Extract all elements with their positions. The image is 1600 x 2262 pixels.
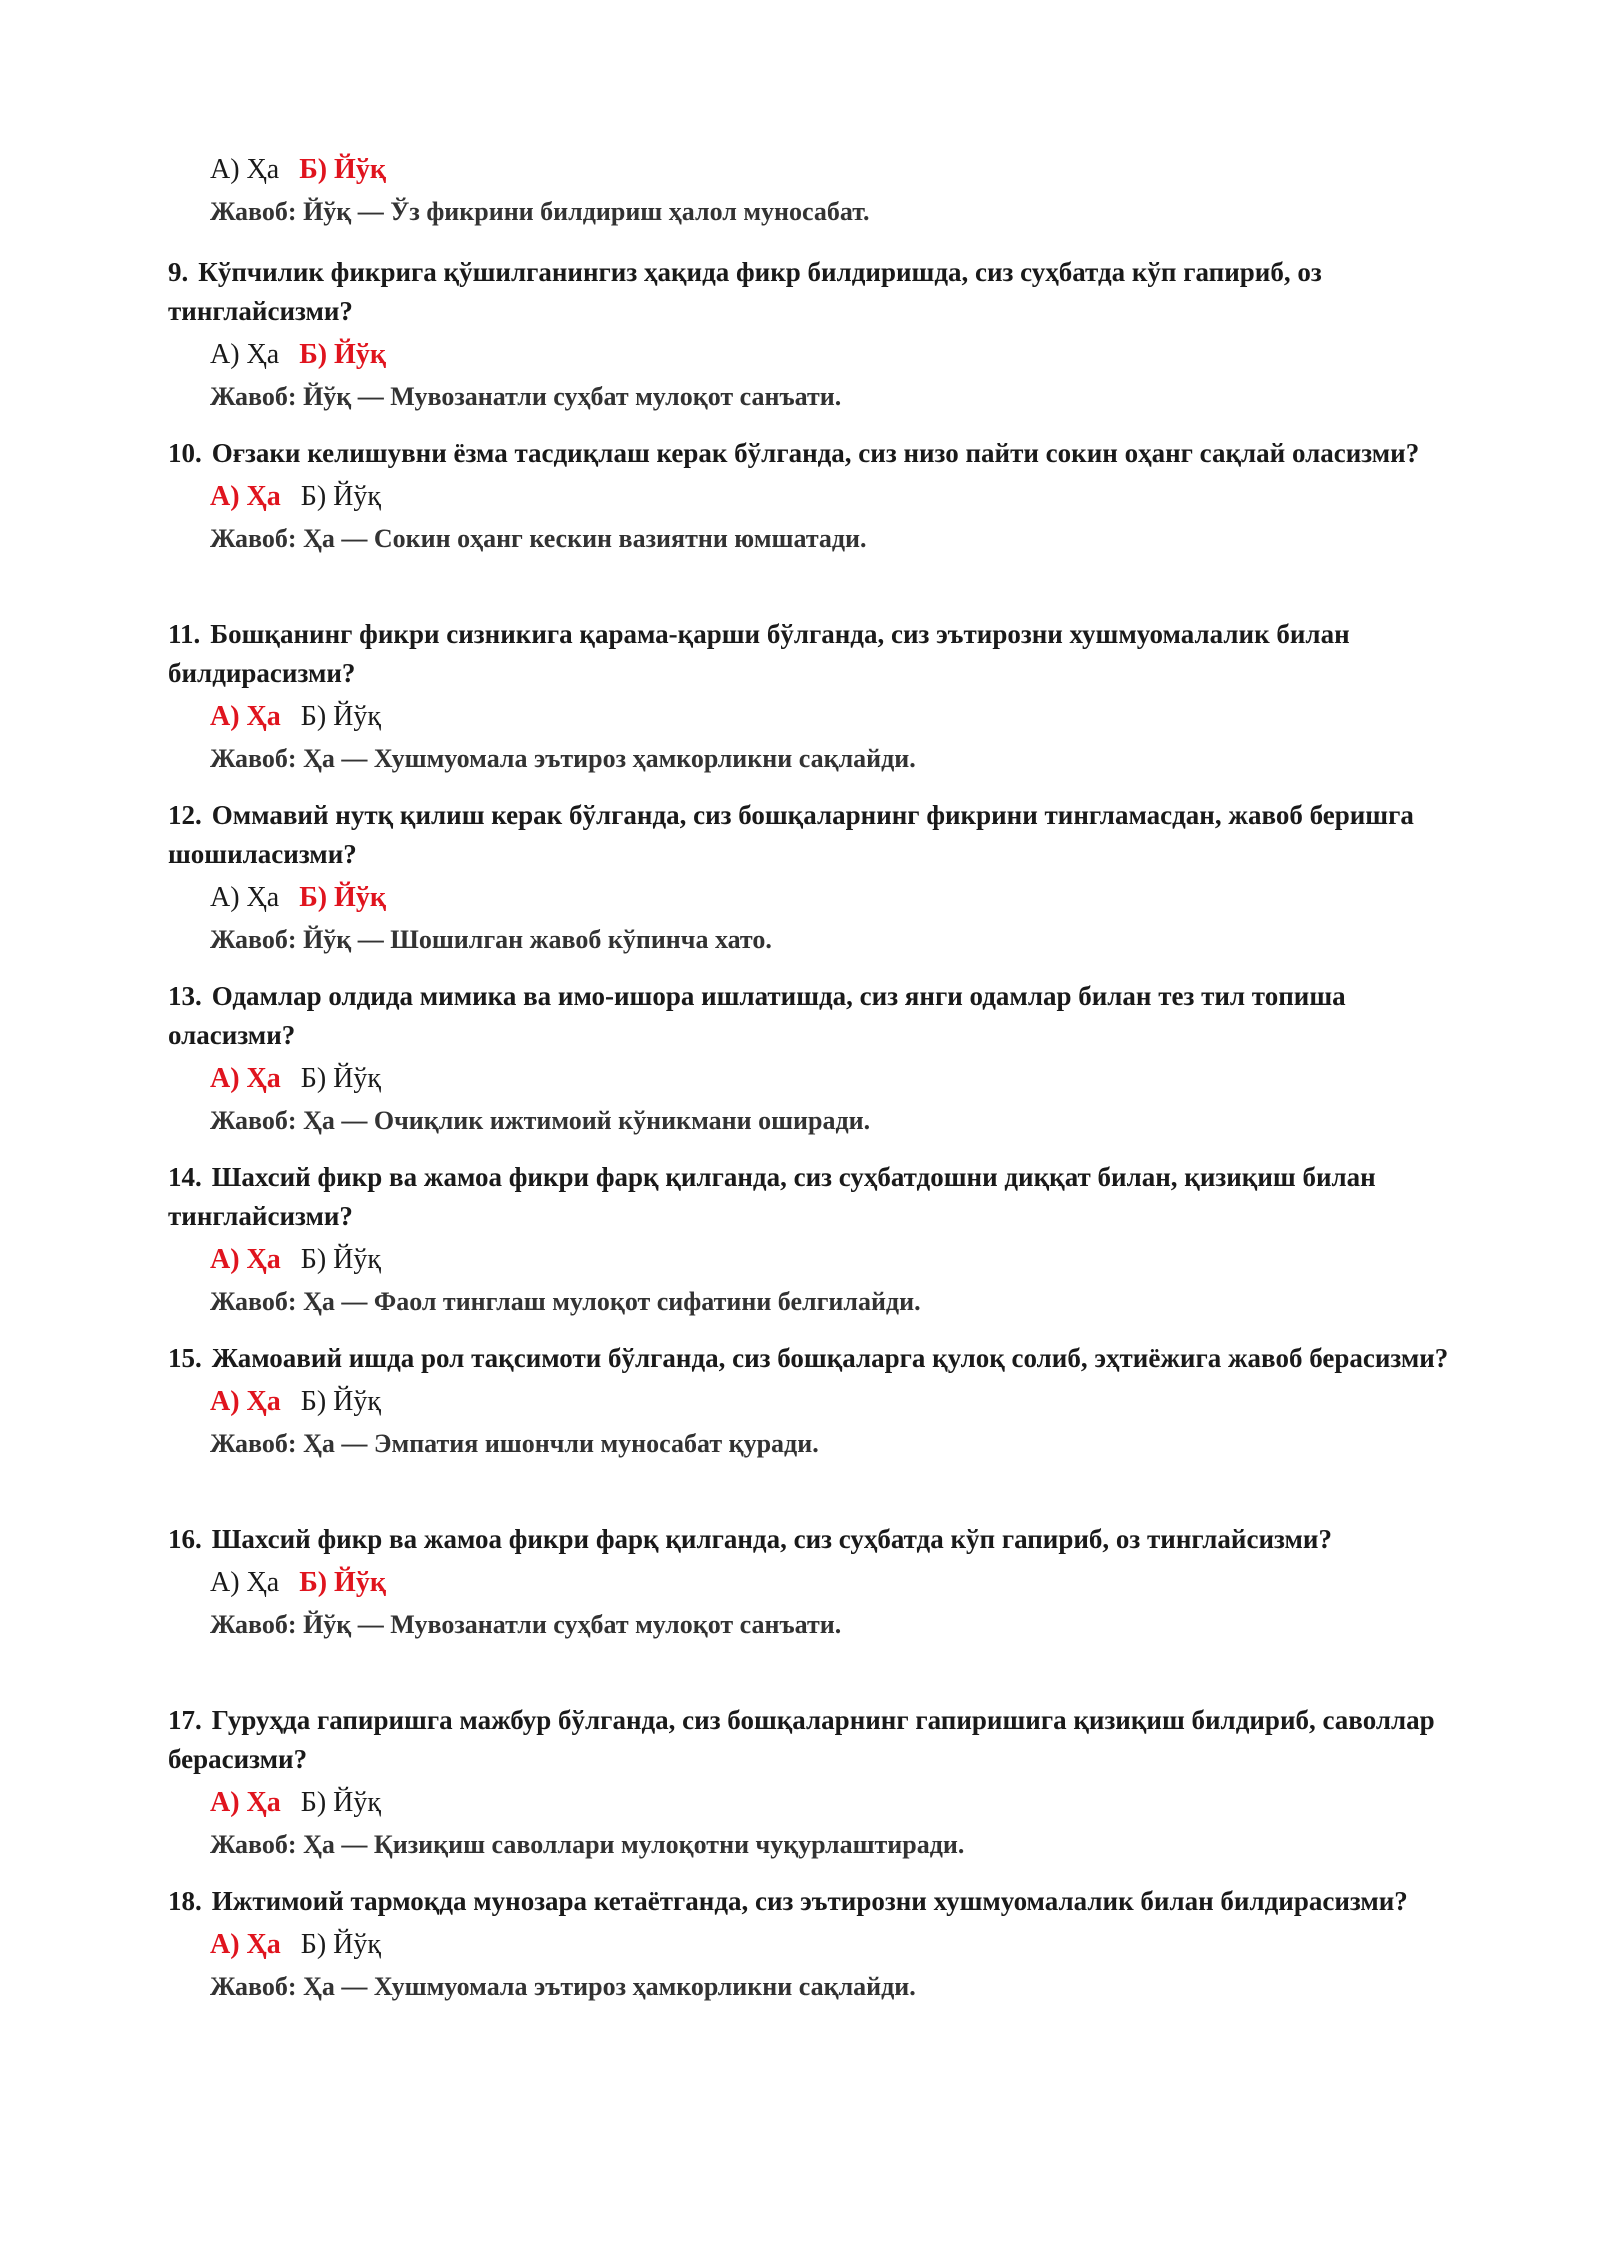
answer-options [210,1382,1458,1422]
question-11 [168,615,1458,779]
answer-options [210,697,1458,737]
question-number: 17. [168,1705,202,1735]
answer-line: Жавоб: Ҳа — Хушмуомала эътироз ҳамкорликни сақлайди. [210,1972,916,2001]
question-text [168,1882,1458,1921]
question-text [168,615,1458,693]
option-a: А) Ҳа [210,1787,281,1818]
option-b: Б) Йўқ [300,1787,381,1818]
answer-options [210,1563,1458,1603]
question-18 [168,1882,1458,2007]
question-number: 15. [168,1343,202,1373]
answer-options [210,477,1458,517]
question-body: Шахсий фикр ва жамоа фикри фарқ қилганда, сиз суҳбатдошни диққат билан, қизиқиш билан тинглайсизми? [168,1162,1376,1231]
question-12 [168,796,1458,960]
question-body: Оғзаки келишувни ёзма тасдиқлаш керак бўлганда, сиз низо пайти сокин оҳанг сақлай оласизми? [211,438,1420,468]
option-b: Б) Йўқ [300,1929,381,1960]
question-number: 16. [168,1524,202,1554]
option-a: А) Ҳа [210,1929,281,1960]
answer-options [210,878,1458,918]
question-9 [168,253,1458,417]
question-16 [168,1520,1458,1645]
question-17 [168,1701,1458,1865]
option-b: Б) Йўқ [300,481,381,512]
option-b: Б) Йўқ [300,1244,381,1275]
question-text [168,253,1458,331]
question-text [168,1701,1458,1779]
option-a: А) Ҳа [210,882,280,913]
question-body: Жамоавий ишда рол тақсимоти бўлганда, сиз бошқаларга қулоқ солиб, эҳтиёжига жавоб берасизми? [211,1343,1449,1373]
option-b: Б) Йўқ [299,154,386,185]
answer-options [210,1240,1458,1280]
question-text [168,434,1458,473]
option-a: А) Ҳа [210,1244,281,1275]
question-number: 9. [168,257,189,287]
option-a: А) Ҳа [210,1063,281,1094]
question-number: 11. [168,619,201,649]
question-number: 14. [168,1162,202,1192]
answer-options [210,335,1458,375]
question-text [168,1520,1458,1559]
option-b: Б) Йўқ [299,339,386,370]
option-b: Б) Йўқ [300,1386,381,1417]
option-a: А) Ҳа [210,1567,280,1598]
question-body: Ижтимоий тармоқда мунозара кетаётганда, сиз эътирозни хушмуомалалик билан билдирасизми? [211,1886,1408,1916]
option-b: Б) Йўқ [299,882,386,913]
question-14 [168,1158,1458,1322]
question-body: Гуруҳда гапиришга мажбур бўлганда, сиз бошқаларнинг гапиришига қизиқиш билдириб, саволлар берасизми? [168,1705,1435,1774]
option-b: Б) Йўқ [300,1063,381,1094]
question-text [168,1158,1458,1236]
question-13 [168,977,1458,1141]
question-number: 13. [168,981,202,1011]
question-body: Кўпчилик фикрига қўшилганингиз ҳақида фикр билдиришда, сиз суҳбатда кўп гапириб, оз тинглайсизми? [168,257,1322,326]
question-text [168,977,1458,1055]
answer-line: Жавоб: Йўқ — Шошилган жавоб кўпинча хато. [210,925,772,954]
question-8-tail [168,150,1458,232]
question-number: 12. [168,800,202,830]
option-a: А) Ҳа [210,481,281,512]
question-number: 10. [168,438,202,468]
option-a: А) Ҳа [210,154,280,185]
question-body: Шахсий фикр ва жамоа фикри фарқ қилганда, сиз суҳбатда кўп гапириб, оз тинглайсизми? [211,1524,1332,1554]
question-number: 18. [168,1886,202,1916]
option-a: А) Ҳа [210,339,280,370]
answer-line: Жавоб: Ҳа — Эмпатия ишончли муносабат қуради. [210,1429,819,1458]
answer-options [210,150,1458,190]
answer-options [210,1925,1458,1965]
option-b: Б) Йўқ [300,701,381,732]
answer-line: Жавоб: Ҳа — Очиқлик ижтимоий кўникмани оширади. [210,1106,871,1135]
answer-line: Жавоб: Ҳа — Фаол тинглаш мулоқот сифатини белгилайди. [210,1287,921,1316]
answer-line: Жавоб: Йўқ — Ўз фикрини билдириш ҳалол муносабат. [210,197,870,226]
answer-line: Жавоб: Йўқ — Мувозанатли суҳбат мулоқот санъати. [210,1610,842,1639]
answer-options [210,1059,1458,1099]
question-text [168,796,1458,874]
answer-line: Жавоб: Ҳа — Хушмуомала эътироз ҳамкорликни сақлайди. [210,744,916,773]
question-body: Оммавий нутқ қилиш керак бўлганда, сиз бошқаларнинг фикрини тингламасдан, жавоб беришга шошиласизми? [168,800,1414,869]
question-body: Бошқанинг фикри сизникига қарама-қарши бўлганда, сиз эътирозни хушмуомалалик билан билдирасизми? [168,619,1350,688]
question-15 [168,1339,1458,1464]
option-a: А) Ҳа [210,1386,281,1417]
question-10 [168,434,1458,559]
answer-options [210,1783,1458,1823]
question-text [168,1339,1458,1378]
answer-line: Жавоб: Ҳа — Сокин оҳанг кескин вазиятни юмшатади. [210,524,867,553]
answer-line: Жавоб: Йўқ — Мувозанатли суҳбат мулоқот санъати. [210,382,842,411]
question-body: Одамлар олдида мимика ва имо-ишора ишлатишда, сиз янги одамлар билан тез тил топиша оласизми? [168,981,1346,1050]
option-b: Б) Йўқ [299,1567,386,1598]
option-a: А) Ҳа [210,701,281,732]
answer-line: Жавоб: Ҳа — Қизиқиш саволлари мулоқотни чуқурлаштиради. [210,1830,965,1859]
